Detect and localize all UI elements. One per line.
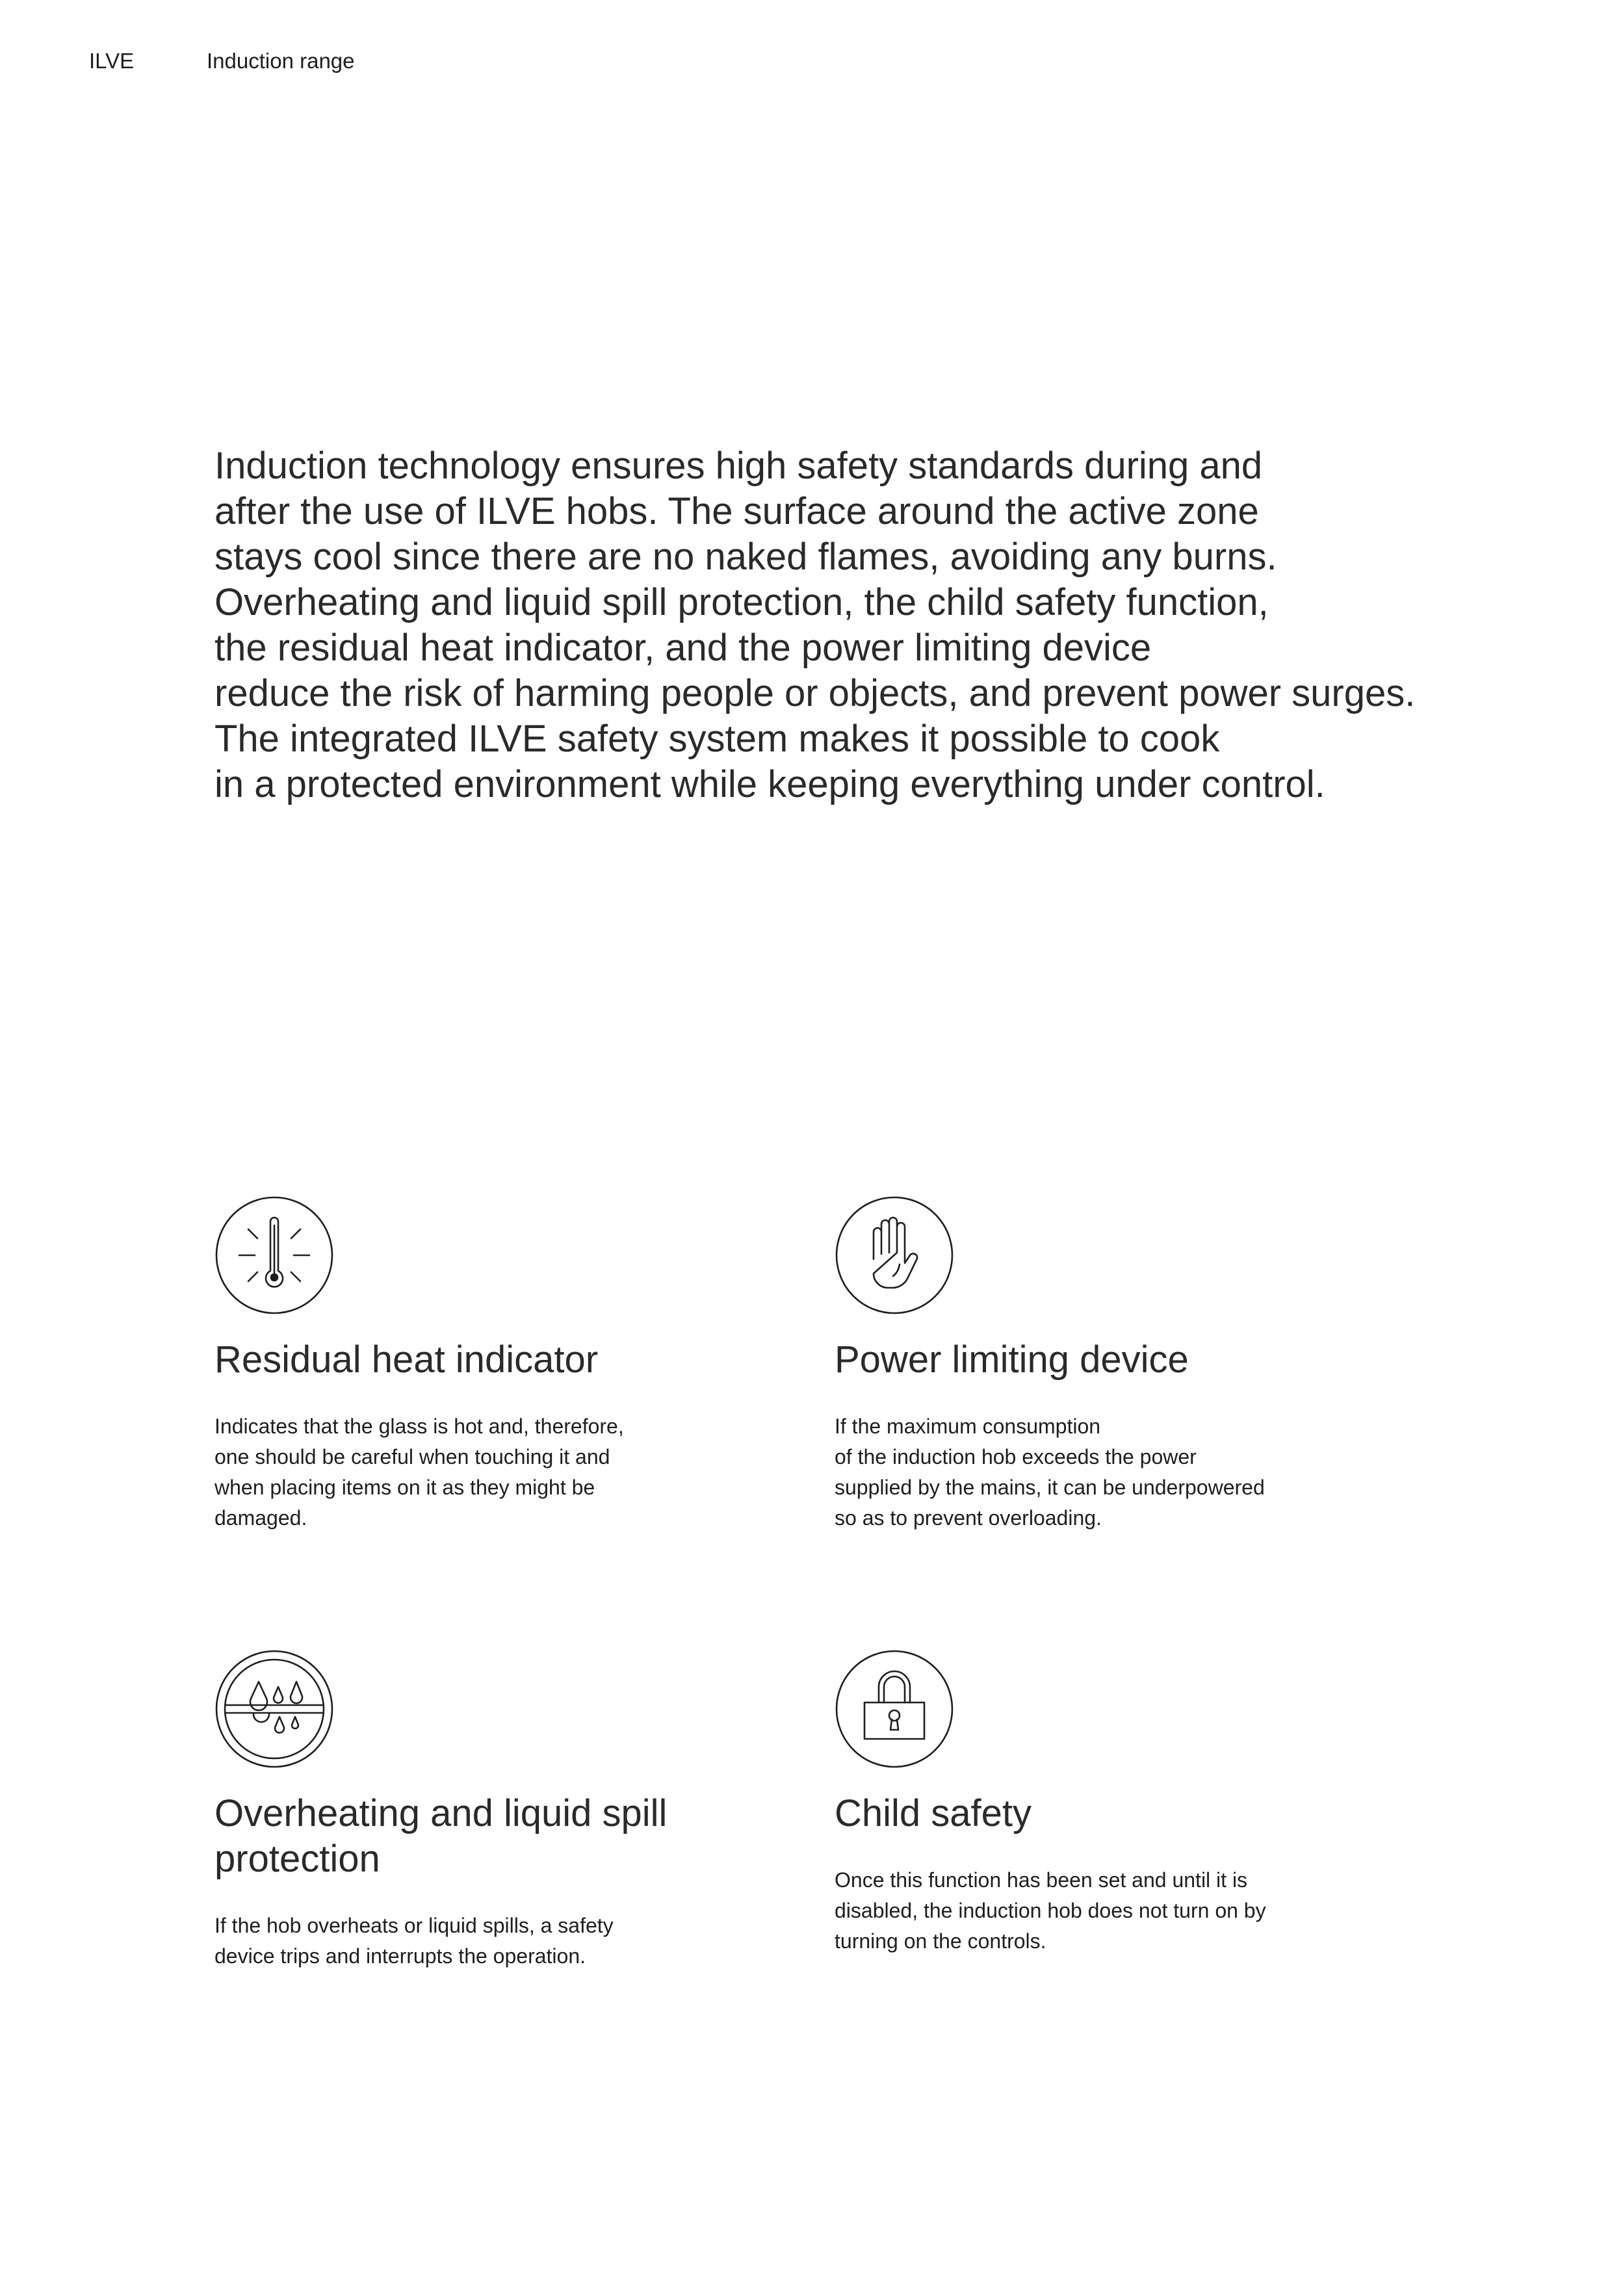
feature-desc-line: device trips and interrupts the operation. xyxy=(214,1944,586,1968)
padlock-icon xyxy=(835,1649,954,1769)
feature-description xyxy=(214,1911,747,1972)
feature-title-line: Power limiting device xyxy=(835,1338,1189,1381)
feature-description xyxy=(835,1865,1368,1957)
feature-title-line: protection xyxy=(214,1838,380,1880)
intro-paragraph xyxy=(214,443,1547,807)
feature-desc-line: turning on the controls. xyxy=(835,1929,1046,1953)
feature-title xyxy=(214,1791,747,1882)
feature-child-safety xyxy=(835,1649,1368,1957)
section-title: Induction range xyxy=(207,49,355,73)
intro-line: the residual heat indicator, and the power limiting device xyxy=(214,627,1152,669)
feature-residual-heat xyxy=(214,1195,747,1533)
feature-title xyxy=(835,1337,1368,1383)
intro-line: after the use of ILVE hobs. The surface around the active zone xyxy=(214,490,1259,532)
feature-desc-line: damaged. xyxy=(214,1506,307,1530)
feature-desc-line: one should be careful when touching it and xyxy=(214,1445,610,1468)
feature-desc-line: If the hob overheats or liquid spills, a safety xyxy=(214,1914,614,1937)
intro-line: The integrated ILVE safety system makes it possible to cook xyxy=(214,718,1220,760)
feature-title xyxy=(835,1791,1368,1836)
intro-line: in a protected environment while keeping everything under control. xyxy=(214,763,1325,805)
feature-description xyxy=(214,1411,747,1533)
feature-title-line: Residual heat indicator xyxy=(214,1338,599,1381)
feature-description xyxy=(835,1411,1368,1533)
feature-desc-line: Indicates that the glass is hot and, therefore, xyxy=(214,1415,624,1438)
intro-line: Induction technology ensures high safety standards during and xyxy=(214,445,1263,487)
feature-desc-line: disabled, the induction hob does not turn on by xyxy=(835,1899,1266,1922)
liquid-drops-icon xyxy=(214,1649,334,1769)
feature-desc-line: when placing items on it as they might be xyxy=(214,1476,595,1499)
feature-title-line: Child safety xyxy=(835,1792,1032,1834)
feature-desc-line: If the maximum consumption xyxy=(835,1415,1101,1438)
feature-desc-line: Once this function has been set and until it is xyxy=(835,1868,1248,1892)
feature-desc-line: so as to prevent overloading. xyxy=(835,1506,1102,1530)
intro-line: stays cool since there are no naked flames, avoiding any burns. xyxy=(214,536,1277,578)
feature-desc-line: of the induction hob exceeds the power xyxy=(835,1445,1197,1468)
hand-stop-icon xyxy=(835,1195,954,1315)
brand-name: ILVE xyxy=(89,49,135,73)
feature-power-limiting xyxy=(835,1195,1368,1533)
intro-line: reduce the risk of harming people or objects, and prevent power surges. xyxy=(214,672,1416,714)
intro-line: Overheating and liquid spill protection, the child safety function, xyxy=(214,581,1269,623)
feature-title-line: Overheating and liquid spill xyxy=(214,1792,668,1834)
thermometer-icon xyxy=(214,1195,334,1315)
feature-overheating-spill xyxy=(214,1649,747,1972)
feature-desc-line: supplied by the mains, it can be underpowered xyxy=(835,1476,1265,1499)
feature-title xyxy=(214,1337,747,1383)
